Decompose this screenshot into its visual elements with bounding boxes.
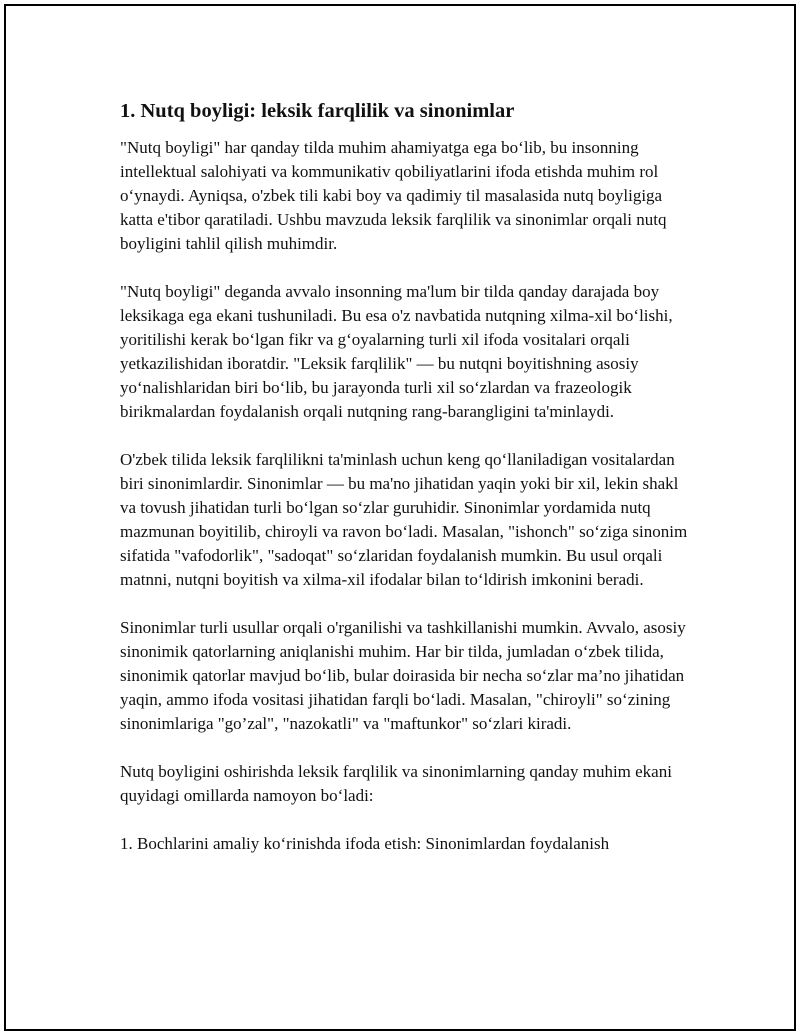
document-body [120, 98, 690, 880]
paragraph-2: "Nutq boyligi" deganda avvalo insonning ma'lum bir tilda qanday darajada boy leksikaga ega ekani tushuniladi. Bu esa o'z navbatida nutqning xilma-xil bo‘lishi, yoritilishi kerak bo‘lgan fikr va g‘oyalarning turli xil ifoda vositalari orqali yetkazilishidan iboratdir. "Leksik farqlilik" — bu nutqni boyitishning asosiy yo‘nalishlaridan biri bo‘lib, bu jarayonda turli xil so‘zlardan va frazeologik birikmalardan foydalanish orqali nutqning rang-barangligini ta'minlaydi. [120, 282, 673, 421]
paragraph-5: Nutq boyligini oshirishda leksik farqlilik va sinonimlarning qanday muhim ekani quyidagi omillarda namoyon bo‘ladi: [120, 762, 672, 805]
paragraph-4: Sinonimlar turli usullar orqali o'rganilishi va tashkillanishi mumkin. Avvalo, asosiy sinonimik qatorlarning aniqlanishi muhim. Har bir tilda, jumladan o‘zbek tilida, sinonimik qatorlar mavjud bo‘lib, bular doirasida bir necha so‘zlar ma’no jihatidan yaqin, ammo ifoda vositasi jihatidan farqli bo‘ladi. Masalan, "chiroyli" so‘zining sinonimlariga "go’zal", "nazokatli" va "maftunkor" so‘zlari kiradi. [120, 618, 686, 733]
list-item-1: 1. Bochlarini amaliy ko‘rinishda ifoda etish: Sinonimlardan foydalanish [120, 834, 610, 853]
document-title: 1. Nutq boyligi: leksik farqlilik va sinonimlar [120, 100, 515, 122]
paragraph-3: O'zbek tilida leksik farqlilikni ta'minlash uchun keng qo‘llaniladigan vositalardan biri sinonimlardir. Sinonimlar — bu ma'no jihatidan yaqin yoki bir xil, lekin shakl va tovush jihatidan turli bo‘lgan so‘zlar guruhidir. Sinonimlar yordamida nutq mazmunan boyitilib, chiroyli va ravon bo‘ladi. Masalan, "ishonch" so‘ziga sinonim sifatida "vafodorlik", "sadoqat" so‘zlaridan foydalanish mumkin. Bu usul orqali matnni, nutqni boyitish va xilma-xil ifodalar bilan to‘ldirish imkonini beradi. [120, 450, 688, 589]
paragraph-1: "Nutq boyligi" har qanday tilda muhim ahamiyatga ega bo‘lib, bu insonning intellektual salohiyati va kommunikativ qobiliyatlarini ifoda etishda muhim rol o‘ynaydi. Ayniqsa, o'zbek tili kabi boy va qadimiy til masalasida nutq boyligiga katta e'tibor qaratiladi. Ushbu mavzuda leksik farqlilik va sinonimlar orqali nutq boyligini tahlil qilish muhimdir. [120, 138, 667, 253]
document-page [4, 4, 796, 1031]
